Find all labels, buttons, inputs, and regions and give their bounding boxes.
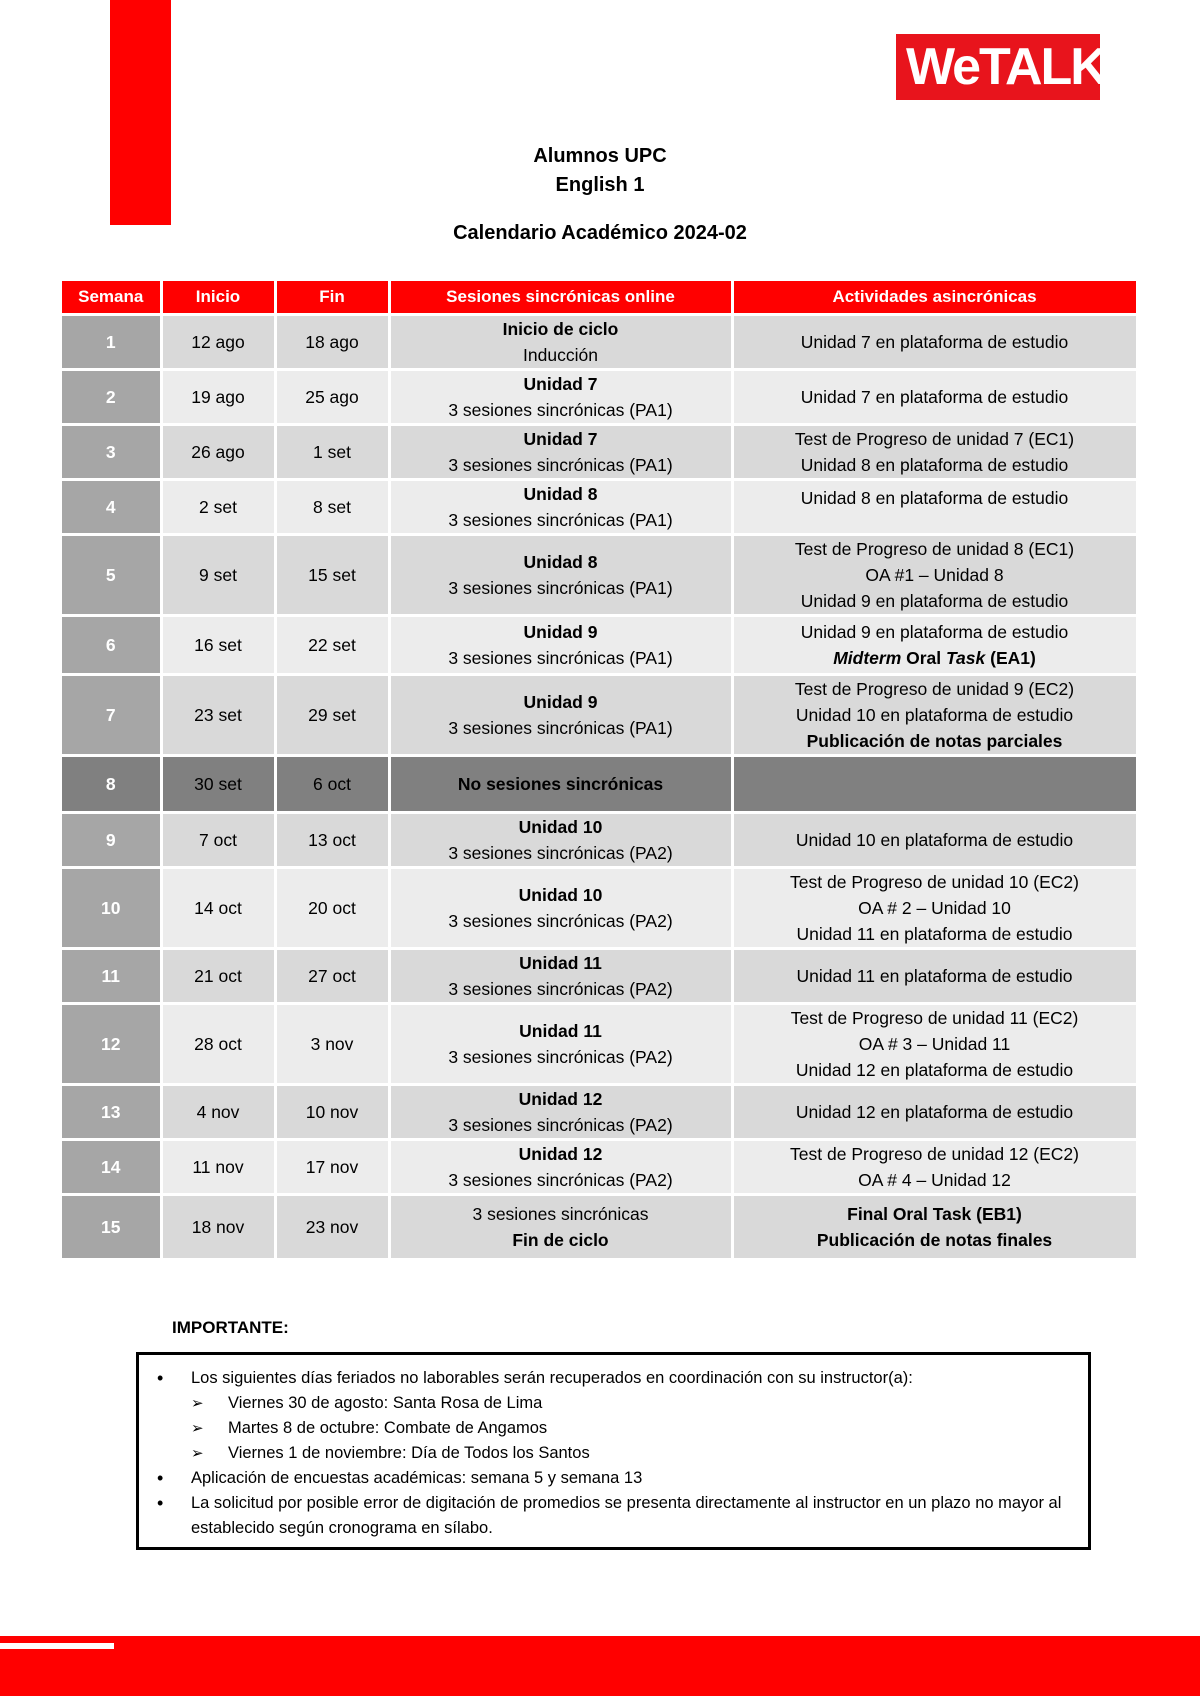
- start-cell: 11 nov: [161, 1140, 275, 1195]
- sync-cell: [389, 949, 732, 1004]
- end-cell: 29 set: [275, 675, 389, 756]
- sync-detail: 3 sesiones sincrónicas (PA2): [448, 1115, 673, 1135]
- sync-cell: [389, 370, 732, 425]
- list-item: • Los siguientes días feriados no laborables serán recuperados en coordinación con su instructor(a):: [157, 1366, 1068, 1391]
- table-row: [62, 1004, 1137, 1085]
- async-cell: [732, 1004, 1137, 1085]
- important-heading: IMPORTANTE:: [172, 1318, 289, 1337]
- sync-cell: [389, 315, 732, 370]
- end-cell: 6 oct: [275, 756, 389, 813]
- sync-cell: [389, 1085, 732, 1140]
- table-row: [62, 1085, 1137, 1140]
- async-cell: [732, 868, 1137, 949]
- sync-detail: 3 sesiones sincrónicas (PA1): [448, 455, 673, 475]
- async-line: Test de Progreso de unidad 9 (EC2): [794, 679, 1075, 699]
- midterm-italic-task: Task: [946, 648, 986, 668]
- async-bold-line: Publicación de notas finales: [816, 1230, 1053, 1250]
- sync-title: Unidad 12: [518, 1144, 603, 1164]
- week-cell: 11: [62, 949, 161, 1004]
- table-row: [62, 315, 1137, 370]
- week-cell: 15: [62, 1195, 161, 1260]
- sync-title: Unidad 11: [519, 1021, 602, 1041]
- end-cell: 18 ago: [275, 315, 389, 370]
- table-row: [62, 868, 1137, 949]
- async-line: Unidad 10 en plataforma de estudio: [795, 705, 1074, 725]
- header-week: Semana: [62, 281, 161, 315]
- sync-detail: 3 sesiones sincrónicas (PA2): [448, 911, 673, 931]
- sync-detail: 3 sesiones sincrónicas (PA1): [448, 510, 673, 530]
- week-cell: 13: [62, 1085, 161, 1140]
- end-cell: 22 set: [275, 616, 389, 675]
- table-row: [62, 949, 1137, 1004]
- week-cell: 14: [62, 1140, 161, 1195]
- week-cell: 8: [62, 756, 161, 813]
- sync-title: Unidad 10: [518, 885, 603, 905]
- sync-detail: 3 sesiones sincrónicas (PA1): [448, 648, 673, 668]
- async-cell: [732, 813, 1137, 868]
- sync-cell: [389, 535, 732, 616]
- sync-cell: [389, 675, 732, 756]
- end-cell: 3 nov: [275, 1004, 389, 1085]
- async-line: Test de Progreso de unidad 11 (EC2): [790, 1008, 1079, 1028]
- end-cell: 20 oct: [275, 868, 389, 949]
- end-cell: 23 nov: [275, 1195, 389, 1260]
- sync-detail: Inducción: [523, 345, 598, 365]
- async-cell: [732, 1140, 1137, 1195]
- table-header-row: [62, 281, 1137, 315]
- list-item-holiday: ➢ Martes 8 de octubre: Combate de Angamos: [157, 1416, 1068, 1441]
- list-item: • Aplicación de encuestas académicas: semana 5 y semana 13: [157, 1466, 1068, 1491]
- start-cell: 28 oct: [161, 1004, 275, 1085]
- end-cell: 17 nov: [275, 1140, 389, 1195]
- important-notice-box: [136, 1352, 1091, 1550]
- week-cell: 9: [62, 813, 161, 868]
- async-cell: [732, 756, 1137, 813]
- header-async-activities: Actividades asincrónicas: [732, 281, 1137, 315]
- start-cell: 26 ago: [161, 425, 275, 480]
- sync-detail: 3 sesiones sincrónicas: [472, 1204, 649, 1224]
- end-cell: 15 set: [275, 535, 389, 616]
- end-cell: 10 nov: [275, 1085, 389, 1140]
- table-row-break-week: [62, 756, 1137, 813]
- async-line: OA # 3 – Unidad 11: [858, 1034, 1011, 1054]
- header-start: Inicio: [161, 281, 275, 315]
- sync-detail: 3 sesiones sincrónicas (PA1): [448, 718, 673, 738]
- audience-line: Alumnos UPC: [533, 145, 667, 167]
- document-header: [0, 142, 1200, 248]
- week-cell: 12: [62, 1004, 161, 1085]
- table-row: [62, 1140, 1137, 1195]
- header-sync-sessions: Sesiones sincrónicas online: [389, 281, 732, 315]
- table-row: [62, 425, 1137, 480]
- async-line: Unidad 8 en plataforma de estudio: [800, 488, 1069, 508]
- sync-title: Unidad 7: [523, 374, 598, 394]
- midterm-italic: Midterm: [833, 648, 902, 668]
- async-cell: [732, 480, 1137, 535]
- midterm-tail: (EA1): [985, 648, 1036, 668]
- list-item: • La solicitud por posible error de digitación de promedios se presenta directamente al instructor en un plazo no mayor al establecido según cronograma en sílabo.: [157, 1491, 1068, 1541]
- async-line: Unidad 10 en plataforma de estudio: [795, 830, 1074, 850]
- start-cell: 18 nov: [161, 1195, 275, 1260]
- end-cell: 13 oct: [275, 813, 389, 868]
- end-cell: 27 oct: [275, 949, 389, 1004]
- sync-title: Unidad 7: [523, 429, 598, 449]
- list-item-holiday: ➢ Viernes 1 de noviembre: Día de Todos los Santos: [157, 1441, 1068, 1466]
- async-line: OA # 2 – Unidad 10: [858, 898, 1011, 918]
- async-line: OA # 4 – Unidad 12: [858, 1170, 1011, 1190]
- async-cell: [732, 1085, 1137, 1140]
- sync-detail: 3 sesiones sincrónicas (PA2): [448, 843, 673, 863]
- sync-title: Unidad 12: [518, 1089, 603, 1109]
- end-cell: 8 set: [275, 480, 389, 535]
- async-cell: [732, 949, 1137, 1004]
- async-bold-line: Final Oral Task (EB1): [847, 1204, 1022, 1224]
- sync-cell: [389, 1004, 732, 1085]
- async-line: Unidad 12 en plataforma de estudio: [795, 1102, 1074, 1122]
- week-cell: 10: [62, 868, 161, 949]
- async-line: Test de Progreso de unidad 10 (EC2): [790, 872, 1079, 892]
- async-line: Unidad 11 en plataforma de estudio: [796, 924, 1073, 944]
- sync-cell: [389, 1195, 732, 1260]
- table-row: [62, 535, 1137, 616]
- midterm-task-line: [734, 645, 1136, 671]
- async-line: Unidad 11 en plataforma de estudio: [796, 966, 1073, 986]
- sync-title: Inicio de ciclo: [502, 319, 619, 339]
- start-cell: 7 oct: [161, 813, 275, 868]
- start-cell: 16 set: [161, 616, 275, 675]
- sync-cell: [389, 813, 732, 868]
- start-cell: 4 nov: [161, 1085, 275, 1140]
- start-cell: 9 set: [161, 535, 275, 616]
- table-row: [62, 370, 1137, 425]
- async-cell: [732, 370, 1137, 425]
- sync-cell: [389, 756, 732, 813]
- start-cell: 19 ago: [161, 370, 275, 425]
- async-line: Unidad 7 en plataforma de estudio: [800, 332, 1069, 352]
- sync-cell: [389, 1140, 732, 1195]
- end-cell: 1 set: [275, 425, 389, 480]
- sync-cell: [389, 480, 732, 535]
- week-cell: 1: [62, 315, 161, 370]
- async-cell: [732, 315, 1137, 370]
- week-cell: 6: [62, 616, 161, 675]
- sync-title: Unidad 8: [523, 552, 598, 572]
- week-cell: 3: [62, 425, 161, 480]
- course-line: English 1: [555, 174, 645, 196]
- week-cell: 4: [62, 480, 161, 535]
- header-end: Fin: [275, 281, 389, 315]
- start-cell: 14 oct: [161, 868, 275, 949]
- sync-title: Unidad 8: [523, 484, 598, 504]
- async-line: Test de Progreso de unidad 8 (EC1): [794, 539, 1075, 559]
- wetalk-logo: [896, 34, 1106, 100]
- logo-text: WeTALK: [906, 38, 1106, 96]
- sync-title: Unidad 9: [523, 692, 598, 712]
- sync-cell: [389, 425, 732, 480]
- async-line: Test de Progreso de unidad 12 (EC2): [790, 1144, 1079, 1164]
- async-line: Unidad 9 en plataforma de estudio: [800, 622, 1069, 642]
- async-cell: [732, 1195, 1137, 1260]
- footer-red-bar: [0, 1636, 1200, 1696]
- async-line: Unidad 9 en plataforma de estudio: [800, 591, 1069, 611]
- start-cell: 12 ago: [161, 315, 275, 370]
- async-cell: [732, 616, 1137, 675]
- table-row: [62, 480, 1137, 535]
- table-row: [62, 675, 1137, 756]
- async-line: Test de Progreso de unidad 7 (EC1): [794, 429, 1075, 449]
- table-row: [62, 813, 1137, 868]
- async-cell: [732, 675, 1137, 756]
- sync-detail: 3 sesiones sincrónicas (PA2): [448, 1170, 673, 1190]
- sync-cell: [389, 868, 732, 949]
- sync-detail: 3 sesiones sincrónicas (PA2): [448, 979, 673, 999]
- sync-detail: 3 sesiones sincrónicas (PA1): [448, 578, 673, 598]
- sync-title: Fin de ciclo: [512, 1230, 609, 1250]
- sync-title: Unidad 9: [523, 622, 598, 642]
- sync-title: Unidad 10: [518, 817, 603, 837]
- page-title: Calendario Académico 2024-02: [453, 222, 747, 244]
- table-row: [62, 1195, 1137, 1260]
- async-line: Unidad 12 en plataforma de estudio: [795, 1060, 1074, 1080]
- start-cell: 30 set: [161, 756, 275, 813]
- footer-white-line: [0, 1643, 114, 1649]
- sync-detail: 3 sesiones sincrónicas (PA1): [448, 400, 673, 420]
- async-line: Unidad 7 en plataforma de estudio: [800, 387, 1069, 407]
- async-line: OA #1 – Unidad 8: [865, 565, 1004, 585]
- week-cell: 7: [62, 675, 161, 756]
- academic-calendar-table: [62, 281, 1139, 1261]
- list-item-holiday: ➢ Viernes 30 de agosto: Santa Rosa de Lima: [157, 1391, 1068, 1416]
- end-cell: 25 ago: [275, 370, 389, 425]
- logo-mark-icon: [1114, 50, 1144, 84]
- sync-cell: [389, 616, 732, 675]
- sync-detail: 3 sesiones sincrónicas (PA2): [448, 1047, 673, 1067]
- week-cell: 5: [62, 535, 161, 616]
- sync-title: No sesiones sincrónicas: [457, 774, 664, 794]
- table-row: [62, 616, 1137, 675]
- start-cell: 2 set: [161, 480, 275, 535]
- async-line: Unidad 8 en plataforma de estudio: [800, 455, 1069, 475]
- async-bold-line: Publicación de notas parciales: [806, 731, 1063, 751]
- start-cell: 21 oct: [161, 949, 275, 1004]
- start-cell: 23 set: [161, 675, 275, 756]
- async-cell: [732, 425, 1137, 480]
- midterm-mid: Oral: [901, 648, 946, 668]
- async-cell: [732, 535, 1137, 616]
- sync-title: Unidad 11: [519, 953, 602, 973]
- week-cell: 2: [62, 370, 161, 425]
